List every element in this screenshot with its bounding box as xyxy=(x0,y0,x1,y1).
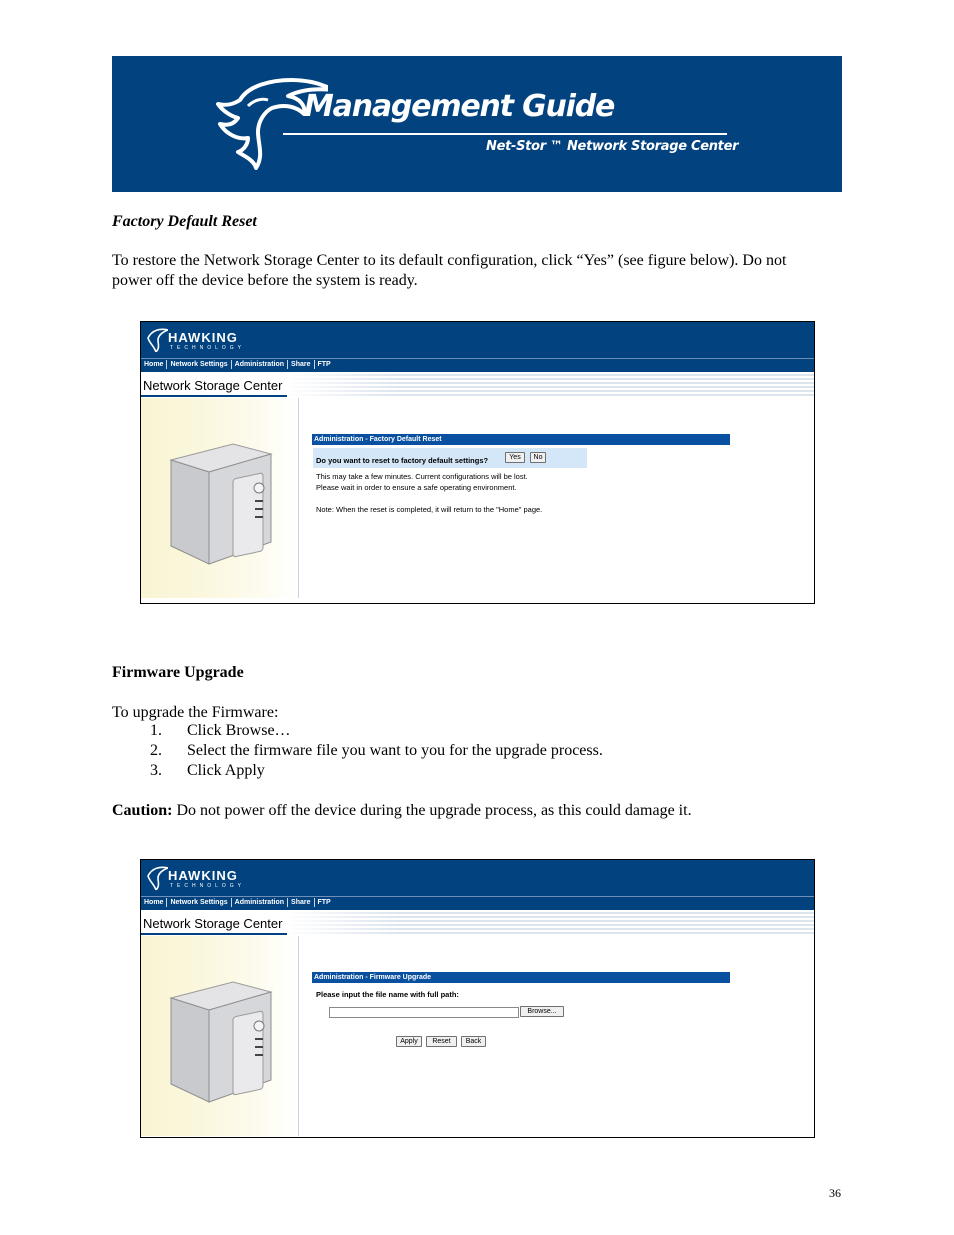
nav-network-settings[interactable]: Network Settings xyxy=(170,361,228,368)
nav-ftp[interactable]: FTP xyxy=(317,899,331,906)
nav-ftp[interactable]: FTP xyxy=(317,361,331,368)
info-text: Please wait in order to ensure a safe operating environment. xyxy=(316,483,517,492)
nav-network-settings[interactable]: Network Settings xyxy=(170,899,228,906)
product-underline xyxy=(141,395,287,397)
step-text: Click Apply xyxy=(187,762,265,779)
section-heading-firmware-upgrade: Firmware Upgrade xyxy=(112,664,244,681)
logo-text: HAWKING xyxy=(168,330,238,345)
file-path-input[interactable] xyxy=(329,1007,519,1018)
nav-bar xyxy=(141,358,814,372)
nav-share[interactable]: Share xyxy=(291,361,311,368)
panel-divider xyxy=(298,398,299,598)
logo-subtext: TECHNOLOGY xyxy=(170,345,246,351)
apply-button[interactable]: Apply xyxy=(396,1036,422,1047)
steps-list xyxy=(112,721,603,781)
caution-paragraph xyxy=(112,801,692,821)
reset-question: Do you want to reset to factory default settings? xyxy=(316,456,489,465)
paragraph-line: power off the device before the system is ready. xyxy=(112,272,418,289)
caution-label: Caution: xyxy=(112,802,173,819)
app-header xyxy=(141,860,814,896)
app-header xyxy=(141,322,814,358)
nav-administration[interactable]: Administration xyxy=(234,899,285,906)
page-number: 36 xyxy=(829,1186,841,1200)
yes-button[interactable]: Yes xyxy=(505,452,525,463)
hawk-logo-icon xyxy=(146,326,168,352)
paragraph-line: To restore the Network Storage Center to its default configuration, click “Yes” (see figure below). Do not xyxy=(112,252,787,269)
reset-button[interactable]: Reset xyxy=(426,1036,457,1047)
section-heading-factory-reset: Factory Default Reset xyxy=(112,213,257,230)
nav-bar xyxy=(141,896,814,910)
list-item xyxy=(112,741,603,761)
list-item xyxy=(112,761,603,781)
product-underline xyxy=(141,933,287,935)
list-item xyxy=(112,721,603,741)
panel-divider xyxy=(298,936,299,1136)
screenshot-firmware-upgrade xyxy=(140,859,815,1138)
nav-share[interactable]: Share xyxy=(291,899,311,906)
logo-text: HAWKING xyxy=(168,868,238,883)
panel-title-bar: Administration - Firmware Upgrade xyxy=(312,972,730,983)
intro-text: To upgrade the Firmware: xyxy=(112,704,279,721)
back-button[interactable]: Back xyxy=(461,1036,486,1047)
header-banner xyxy=(112,56,842,192)
nav-home[interactable]: Home xyxy=(144,361,164,368)
banner-rule xyxy=(283,133,727,135)
nas-device-image xyxy=(163,442,278,567)
banner-title: Management Guide xyxy=(304,89,615,124)
panel-title-bar: Administration - Factory Default Reset xyxy=(312,434,730,445)
product-title: Network Storage Center xyxy=(143,916,283,931)
step-number: 2. xyxy=(150,742,162,759)
no-button[interactable]: No xyxy=(530,452,546,463)
step-number: 3. xyxy=(150,762,162,779)
banner-subtitle: Net-Stor ™ Network Storage Center xyxy=(486,139,739,154)
logo-subtext: TECHNOLOGY xyxy=(170,883,246,889)
info-text: This may take a few minutes. Current configurations will be lost. xyxy=(316,472,528,481)
browse-button[interactable]: Browse... xyxy=(520,1006,564,1017)
note-text: Note: When the reset is completed, it will return to the "Home" page. xyxy=(316,505,543,514)
step-text: Select the firmware file you want to you for the upgrade process. xyxy=(187,742,603,759)
step-number: 1. xyxy=(150,722,162,739)
product-title: Network Storage Center xyxy=(143,378,283,393)
step-text: Click Browse… xyxy=(187,722,291,739)
hawk-logo-icon xyxy=(146,864,168,890)
file-prompt: Please input the file name with full path: xyxy=(316,990,459,999)
nav-administration[interactable]: Administration xyxy=(234,361,285,368)
screenshot-factory-reset xyxy=(140,321,815,604)
nav-home[interactable]: Home xyxy=(144,899,164,906)
caution-text: Do not power off the device during the upgrade process, as this could damage it. xyxy=(172,802,692,819)
nas-device-image xyxy=(163,980,278,1105)
